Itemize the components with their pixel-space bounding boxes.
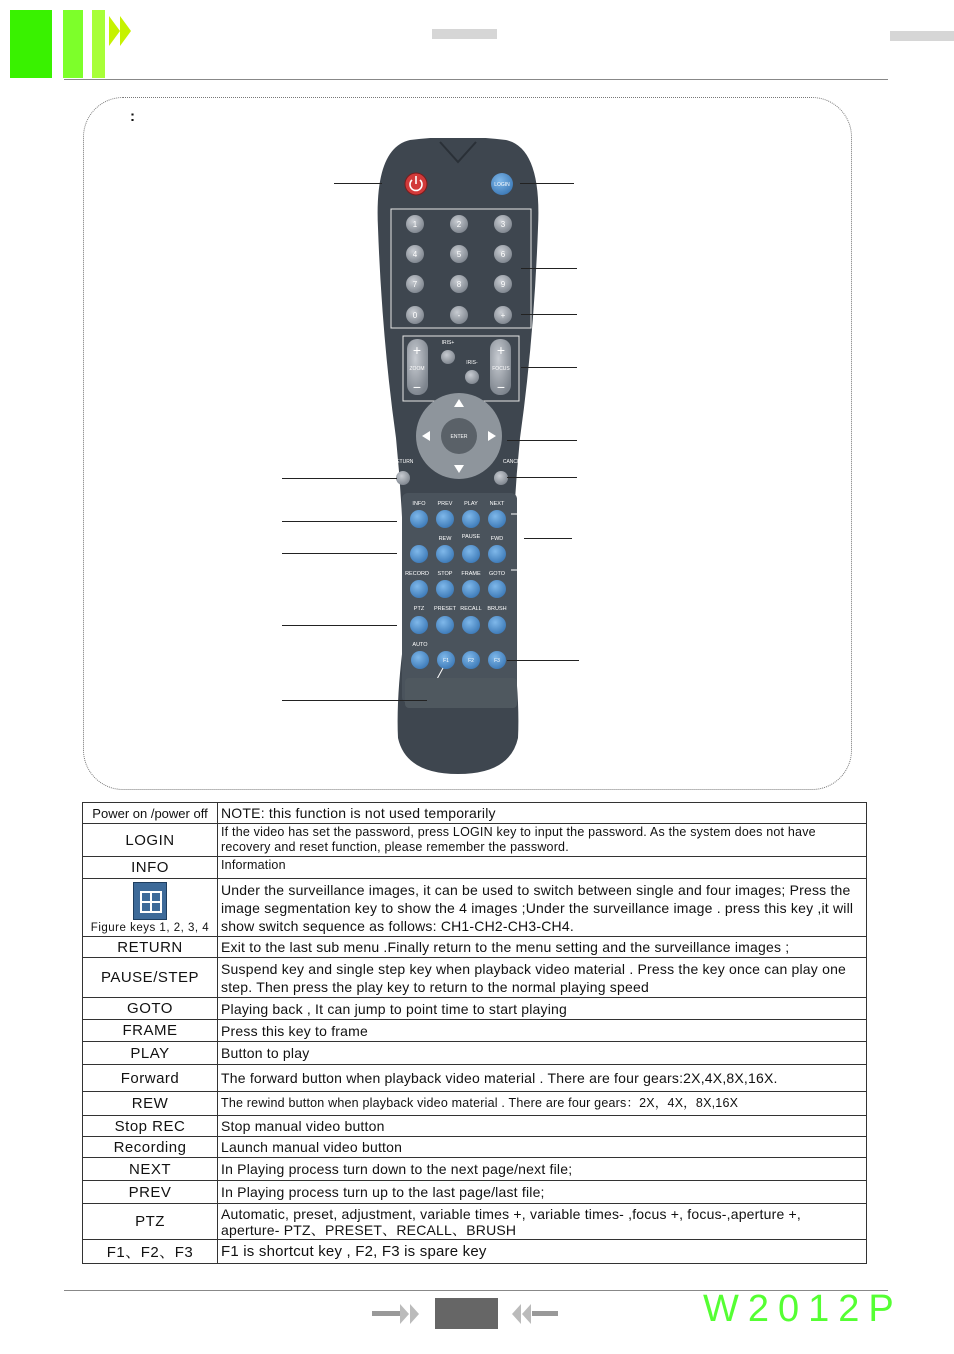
svg-text:F3: F3 bbox=[494, 658, 500, 664]
key-description: Automatic, preset, adjustment, variable times +, variable times- ,focus +, focus-,aperture +, aperture- PTZ、PRESET、RECALL、BRUSH bbox=[218, 1204, 867, 1240]
svg-text:−: − bbox=[412, 379, 422, 395]
header-gray-block bbox=[890, 31, 954, 41]
key-description: Button to play bbox=[218, 1042, 867, 1065]
table-row bbox=[83, 1158, 867, 1181]
svg-text:NEXT: NEXT bbox=[489, 501, 505, 507]
key-description: Stop manual video button bbox=[218, 1116, 867, 1137]
svg-text:AUTO: AUTO bbox=[412, 642, 428, 648]
key-name: RETURN bbox=[83, 937, 218, 958]
svg-text:4: 4 bbox=[412, 250, 418, 259]
key-name: PAUSE/STEP bbox=[83, 958, 218, 998]
key-description: F1 is shortcut key , F2, F3 is spare key bbox=[218, 1240, 867, 1264]
table-row bbox=[83, 803, 867, 824]
table-row bbox=[83, 1204, 867, 1240]
page-number-box bbox=[435, 1298, 498, 1329]
table-row bbox=[83, 1240, 867, 1264]
table-row bbox=[83, 857, 867, 879]
callout-line bbox=[282, 700, 427, 701]
svg-text:PREV: PREV bbox=[437, 501, 453, 507]
table-row bbox=[83, 1042, 867, 1065]
table-row bbox=[83, 879, 867, 937]
key-name: NEXT bbox=[83, 1158, 218, 1181]
callout-line bbox=[524, 538, 572, 539]
key-name: PREV bbox=[83, 1181, 218, 1204]
svg-text:8: 8 bbox=[456, 280, 462, 289]
svg-text:FWD: FWD bbox=[490, 536, 504, 542]
next-page-arrow-icon[interactable] bbox=[372, 1302, 424, 1326]
key-name: Stop REC bbox=[83, 1116, 218, 1137]
key-description: In Playing process turn up to the last page/last file; bbox=[218, 1181, 867, 1204]
svg-text:BRUSH: BRUSH bbox=[487, 606, 507, 612]
table-row bbox=[83, 1092, 867, 1116]
key-name: F1、F2、F3 bbox=[83, 1240, 218, 1264]
header-rule bbox=[64, 79, 888, 80]
svg-text:FOCUS: FOCUS bbox=[492, 366, 510, 372]
figure-keys-cell bbox=[83, 879, 218, 937]
key-description: Exit to the last sub menu .Finally return to the menu setting and the surveillance images ; bbox=[218, 937, 867, 958]
model-name: W2012P bbox=[703, 1288, 903, 1330]
svg-text:−: − bbox=[496, 379, 506, 395]
callout-line bbox=[282, 553, 397, 554]
svg-text:2: 2 bbox=[456, 220, 462, 229]
svg-text:9: 9 bbox=[500, 280, 506, 289]
svg-text:PTZ: PTZ bbox=[413, 606, 425, 612]
callout-line bbox=[521, 268, 577, 269]
key-description: Under the surveillance images, it can be used to switch between single and four images; Press the image segmentation key to show the 4 images ;Under the surveillance image . press this key ,it will show switch sequence as follows: CH1-CH2-CH3-CH4. bbox=[218, 879, 867, 937]
table-row bbox=[83, 937, 867, 958]
key-description: The rewind button when playback video material . There are four gears：2X，4X，8X,16X bbox=[218, 1092, 867, 1116]
key-description: Suspend key and single step key when playback video material . Press the key once can play one step. Then press the play key to return to the normal playing speed bbox=[218, 958, 867, 998]
svg-text:7: 7 bbox=[412, 280, 418, 289]
svg-text:3: 3 bbox=[500, 220, 506, 229]
table-row bbox=[83, 998, 867, 1020]
svg-text:F2: F2 bbox=[468, 658, 474, 664]
svg-text:0: 0 bbox=[412, 311, 418, 320]
svg-text:REW: REW bbox=[438, 536, 452, 542]
key-name: Recording bbox=[83, 1137, 218, 1158]
figure-label: : bbox=[130, 108, 135, 125]
callout-line bbox=[507, 477, 577, 478]
table-row bbox=[83, 824, 867, 857]
key-name: LOGIN bbox=[83, 824, 218, 857]
image-split-icon bbox=[133, 882, 167, 920]
svg-text:PAUSE: PAUSE bbox=[461, 534, 481, 540]
svg-text:RETURN: RETURN bbox=[392, 459, 414, 465]
svg-text:CANCEL: CANCEL bbox=[502, 459, 524, 465]
header-gray-block bbox=[432, 29, 497, 39]
svg-text:6: 6 bbox=[500, 250, 506, 259]
key-name: REW bbox=[83, 1092, 218, 1116]
table-row bbox=[83, 1020, 867, 1042]
key-description: Launch manual video button bbox=[218, 1137, 867, 1158]
callout-line bbox=[282, 521, 397, 522]
key-description: If the video has set the password, press LOGIN key to input the password. As the system does not have recovery and reset function, please remember the password. bbox=[218, 824, 867, 857]
svg-text:IRIS+: IRIS+ bbox=[441, 340, 455, 346]
svg-text:LOGIN: LOGIN bbox=[494, 182, 510, 188]
key-name: FRAME bbox=[83, 1020, 218, 1042]
svg-text:-: - bbox=[457, 311, 461, 320]
header-green-bar bbox=[63, 10, 83, 78]
key-name: PTZ bbox=[83, 1204, 218, 1240]
key-name: GOTO bbox=[83, 998, 218, 1020]
key-function-table bbox=[82, 802, 867, 1264]
svg-text:ZOOM: ZOOM bbox=[409, 366, 425, 372]
svg-text:F1: F1 bbox=[443, 658, 449, 664]
key-name: Forward bbox=[83, 1065, 218, 1092]
svg-text:5: 5 bbox=[456, 250, 462, 259]
key-description: In Playing process turn down to the next page/next file; bbox=[218, 1158, 867, 1181]
table-row bbox=[83, 1116, 867, 1137]
header-green-bar bbox=[92, 10, 105, 78]
callout-line bbox=[282, 478, 397, 479]
svg-text:PRESET: PRESET bbox=[433, 606, 457, 612]
callout-line bbox=[282, 625, 397, 626]
table-row bbox=[83, 958, 867, 998]
key-description: NOTE: this function is not used temporarily bbox=[218, 803, 867, 824]
table-row bbox=[83, 1137, 867, 1158]
callout-line bbox=[521, 314, 577, 315]
table-row bbox=[83, 1181, 867, 1204]
callout-line bbox=[507, 660, 579, 661]
table-row bbox=[83, 1065, 867, 1092]
callout-line bbox=[507, 440, 577, 441]
svg-text:RECALL: RECALL bbox=[460, 606, 482, 612]
svg-text:STOP: STOP bbox=[437, 571, 453, 577]
svg-text:+: + bbox=[412, 342, 422, 358]
callout-line bbox=[520, 183, 574, 184]
svg-text:ENTER: ENTER bbox=[450, 434, 468, 440]
svg-text:GOTO: GOTO bbox=[488, 571, 506, 577]
prev-page-arrow-icon[interactable] bbox=[508, 1302, 560, 1326]
remote-control-image bbox=[370, 138, 546, 778]
svg-text:IRIS-: IRIS- bbox=[466, 360, 478, 366]
header-green-bar bbox=[10, 10, 52, 78]
svg-text:PLAY: PLAY bbox=[464, 501, 478, 507]
key-description: Playing back , It can jump to point time to start playing bbox=[218, 998, 867, 1020]
svg-text:1: 1 bbox=[412, 220, 418, 229]
key-name: PLAY bbox=[83, 1042, 218, 1065]
key-name: INFO bbox=[83, 857, 218, 879]
callout-line bbox=[334, 183, 382, 184]
callout-line bbox=[521, 367, 577, 368]
key-description: Press this key to frame bbox=[218, 1020, 867, 1042]
svg-text:+: + bbox=[500, 311, 506, 320]
key-name: Figure keys 1, 2, 3, 4 bbox=[90, 921, 210, 934]
svg-text:RECORD: RECORD bbox=[405, 571, 429, 577]
key-description: Information bbox=[218, 857, 867, 879]
svg-text:INFO: INFO bbox=[412, 501, 426, 507]
svg-text:FRAME: FRAME bbox=[461, 571, 481, 577]
key-description: The forward button when playback video material . There are four gears:2X,4X,8X,16X. bbox=[218, 1065, 867, 1092]
svg-text:+: + bbox=[496, 342, 506, 358]
key-name: Power on /power off bbox=[83, 803, 218, 824]
header-chevrons-icon bbox=[108, 14, 134, 48]
